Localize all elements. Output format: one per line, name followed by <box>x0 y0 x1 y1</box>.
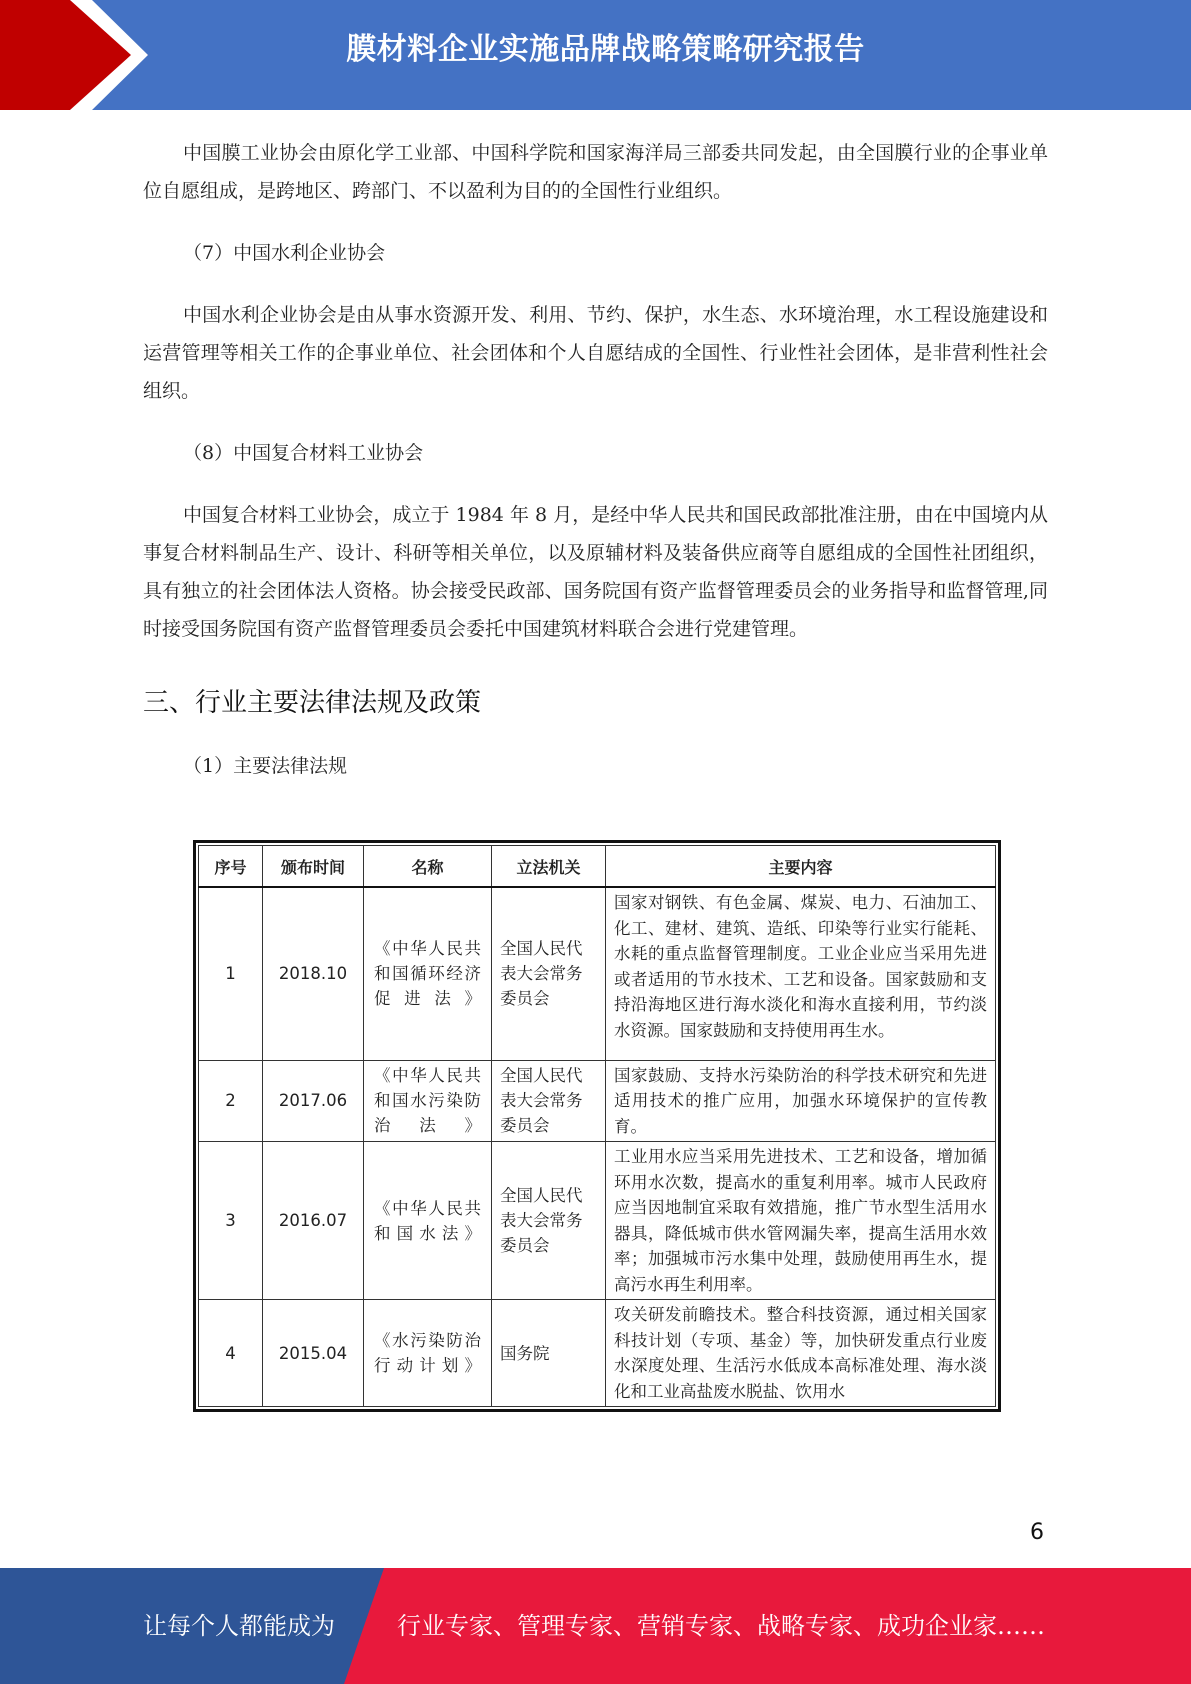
paragraph-water-enterprise-association: 中国水利企业协会是由从事水资源开发、利用、节约、保护，水生态、水环境治理，水工程设施建设和运营管理等相关工作的企事业单位、社会团体和个人自愿结成的全国性、行业性社会团体，是非营利性社会组织。 <box>143 304 1048 402</box>
paragraph-membrane-association: 中国膜工业协会由原化学工业部、中国科学院和国家海洋局三部委共同发起，由全国膜行业的企事业单位自愿组成，是跨地区、跨部门、不以盈利为目的的全国性行业组织。 <box>143 142 1048 202</box>
cell-name: 《中华人民共和国循环经济促进法》 <box>364 887 492 1060</box>
table-row <box>199 887 996 1060</box>
subheading-composite-materials-association: （8）中国复合材料工业协会 <box>183 442 424 464</box>
footer-slogan-left: 让每个人都能成为 <box>143 1612 335 1640</box>
laws-table <box>193 840 1001 1412</box>
cell-number: 3 <box>199 1142 263 1300</box>
table-row <box>199 1300 996 1407</box>
table-header-row <box>199 846 996 888</box>
table-row <box>199 1142 996 1300</box>
subheading-water-enterprise-association: （7）中国水利企业协会 <box>183 242 386 264</box>
footer-slogan-right: 行业专家、管理专家、营销专家、战略专家、成功企业家…… <box>397 1612 1045 1640</box>
cell-authority: 国务院 <box>492 1300 606 1407</box>
column-header-name: 名称 <box>364 846 492 888</box>
section-title: 三、行业主要法律法规及政策 <box>143 688 482 718</box>
cell-date: 2017.06 <box>263 1060 364 1142</box>
cell-authority: 全国人民代表大会常务委员会 <box>492 887 606 1060</box>
table-row <box>199 1060 996 1142</box>
page-number: 6 <box>1030 1520 1044 1545</box>
cell-date: 2018.10 <box>263 887 364 1060</box>
cell-name: 《中华人民共和国水污染防治法》 <box>364 1060 492 1142</box>
column-header-content: 主要内容 <box>606 846 996 888</box>
page-footer <box>0 1568 1191 1684</box>
cell-authority: 全国人民代表大会常务委员会 <box>492 1060 606 1142</box>
cell-number: 2 <box>199 1060 263 1142</box>
cell-name: 《水污染防治行动计划》 <box>364 1300 492 1407</box>
column-header-authority: 立法机关 <box>492 846 606 888</box>
header-title: 膜材料企业实施品牌战略策略研究报告 <box>346 32 865 67</box>
paragraph-composite-materials-association: 中国复合材料工业协会，成立于 1984 年 8 月，是经中华人民共和国民政部批准注册，由在中国境内从事复合材料制品生产、设计、科研等相关单位，以及原辅材料及装备供应商等自愿组成的全国性社团组织，具有独立的社会团体法人资格。协会接受民政部、国务院国有资产监督管理委员会的业务指导和监督管理,同时接受国务院国有资产监督管理委员会委托中国建筑材料联合会进行党建管理。 <box>143 504 1048 640</box>
cell-number: 4 <box>199 1300 263 1407</box>
cell-authority: 全国人民代表大会常务委员会 <box>492 1142 606 1300</box>
document-body <box>143 134 1048 785</box>
cell-content: 攻关研发前瞻技术。整合科技资源，通过相关国家科技计划（专项、基金）等，加快研发重点行业废水深度处理、生活污水低成本高标准处理、海水淡化和工业高盐废水脱盐、饮用水 <box>606 1300 996 1407</box>
page-header <box>0 0 1191 110</box>
cell-date: 2016.07 <box>263 1142 364 1300</box>
cell-date: 2015.04 <box>263 1300 364 1407</box>
cell-content: 国家鼓励、支持水污染防治的科学技术研究和先进适用技术的推广应用，加强水环境保护的宣传教育。 <box>606 1060 996 1142</box>
cell-content: 国家对钢铁、有色金属、煤炭、电力、石油加工、化工、建材、建筑、造纸、印染等行业实行能耗、水耗的重点监督管理制度。工业企业应当采用先进或者适用的节水技术、工艺和设备。国家鼓励和支持沿海地区进行海水淡化和海水直接利用，节约淡水资源。国家鼓励和支持使用再生水。 <box>606 887 996 1060</box>
subheading-main-laws: （1）主要法律法规 <box>183 755 348 777</box>
column-header-date: 颁布时间 <box>263 846 364 888</box>
cell-number: 1 <box>199 887 263 1060</box>
cell-content: 工业用水应当采用先进技术、工艺和设备，增加循环用水次数，提高水的重复利用率。城市人民政府应当因地制宜采取有效措施，推广节水型生活用水器具，降低城市供水管网漏失率，提高生活用水效率；加强城市污水集中处理，鼓励使用再生水，提高污水再生利用率。 <box>606 1142 996 1300</box>
column-header-number: 序号 <box>199 846 263 888</box>
cell-name: 《中华人民共和国水法》 <box>364 1142 492 1300</box>
